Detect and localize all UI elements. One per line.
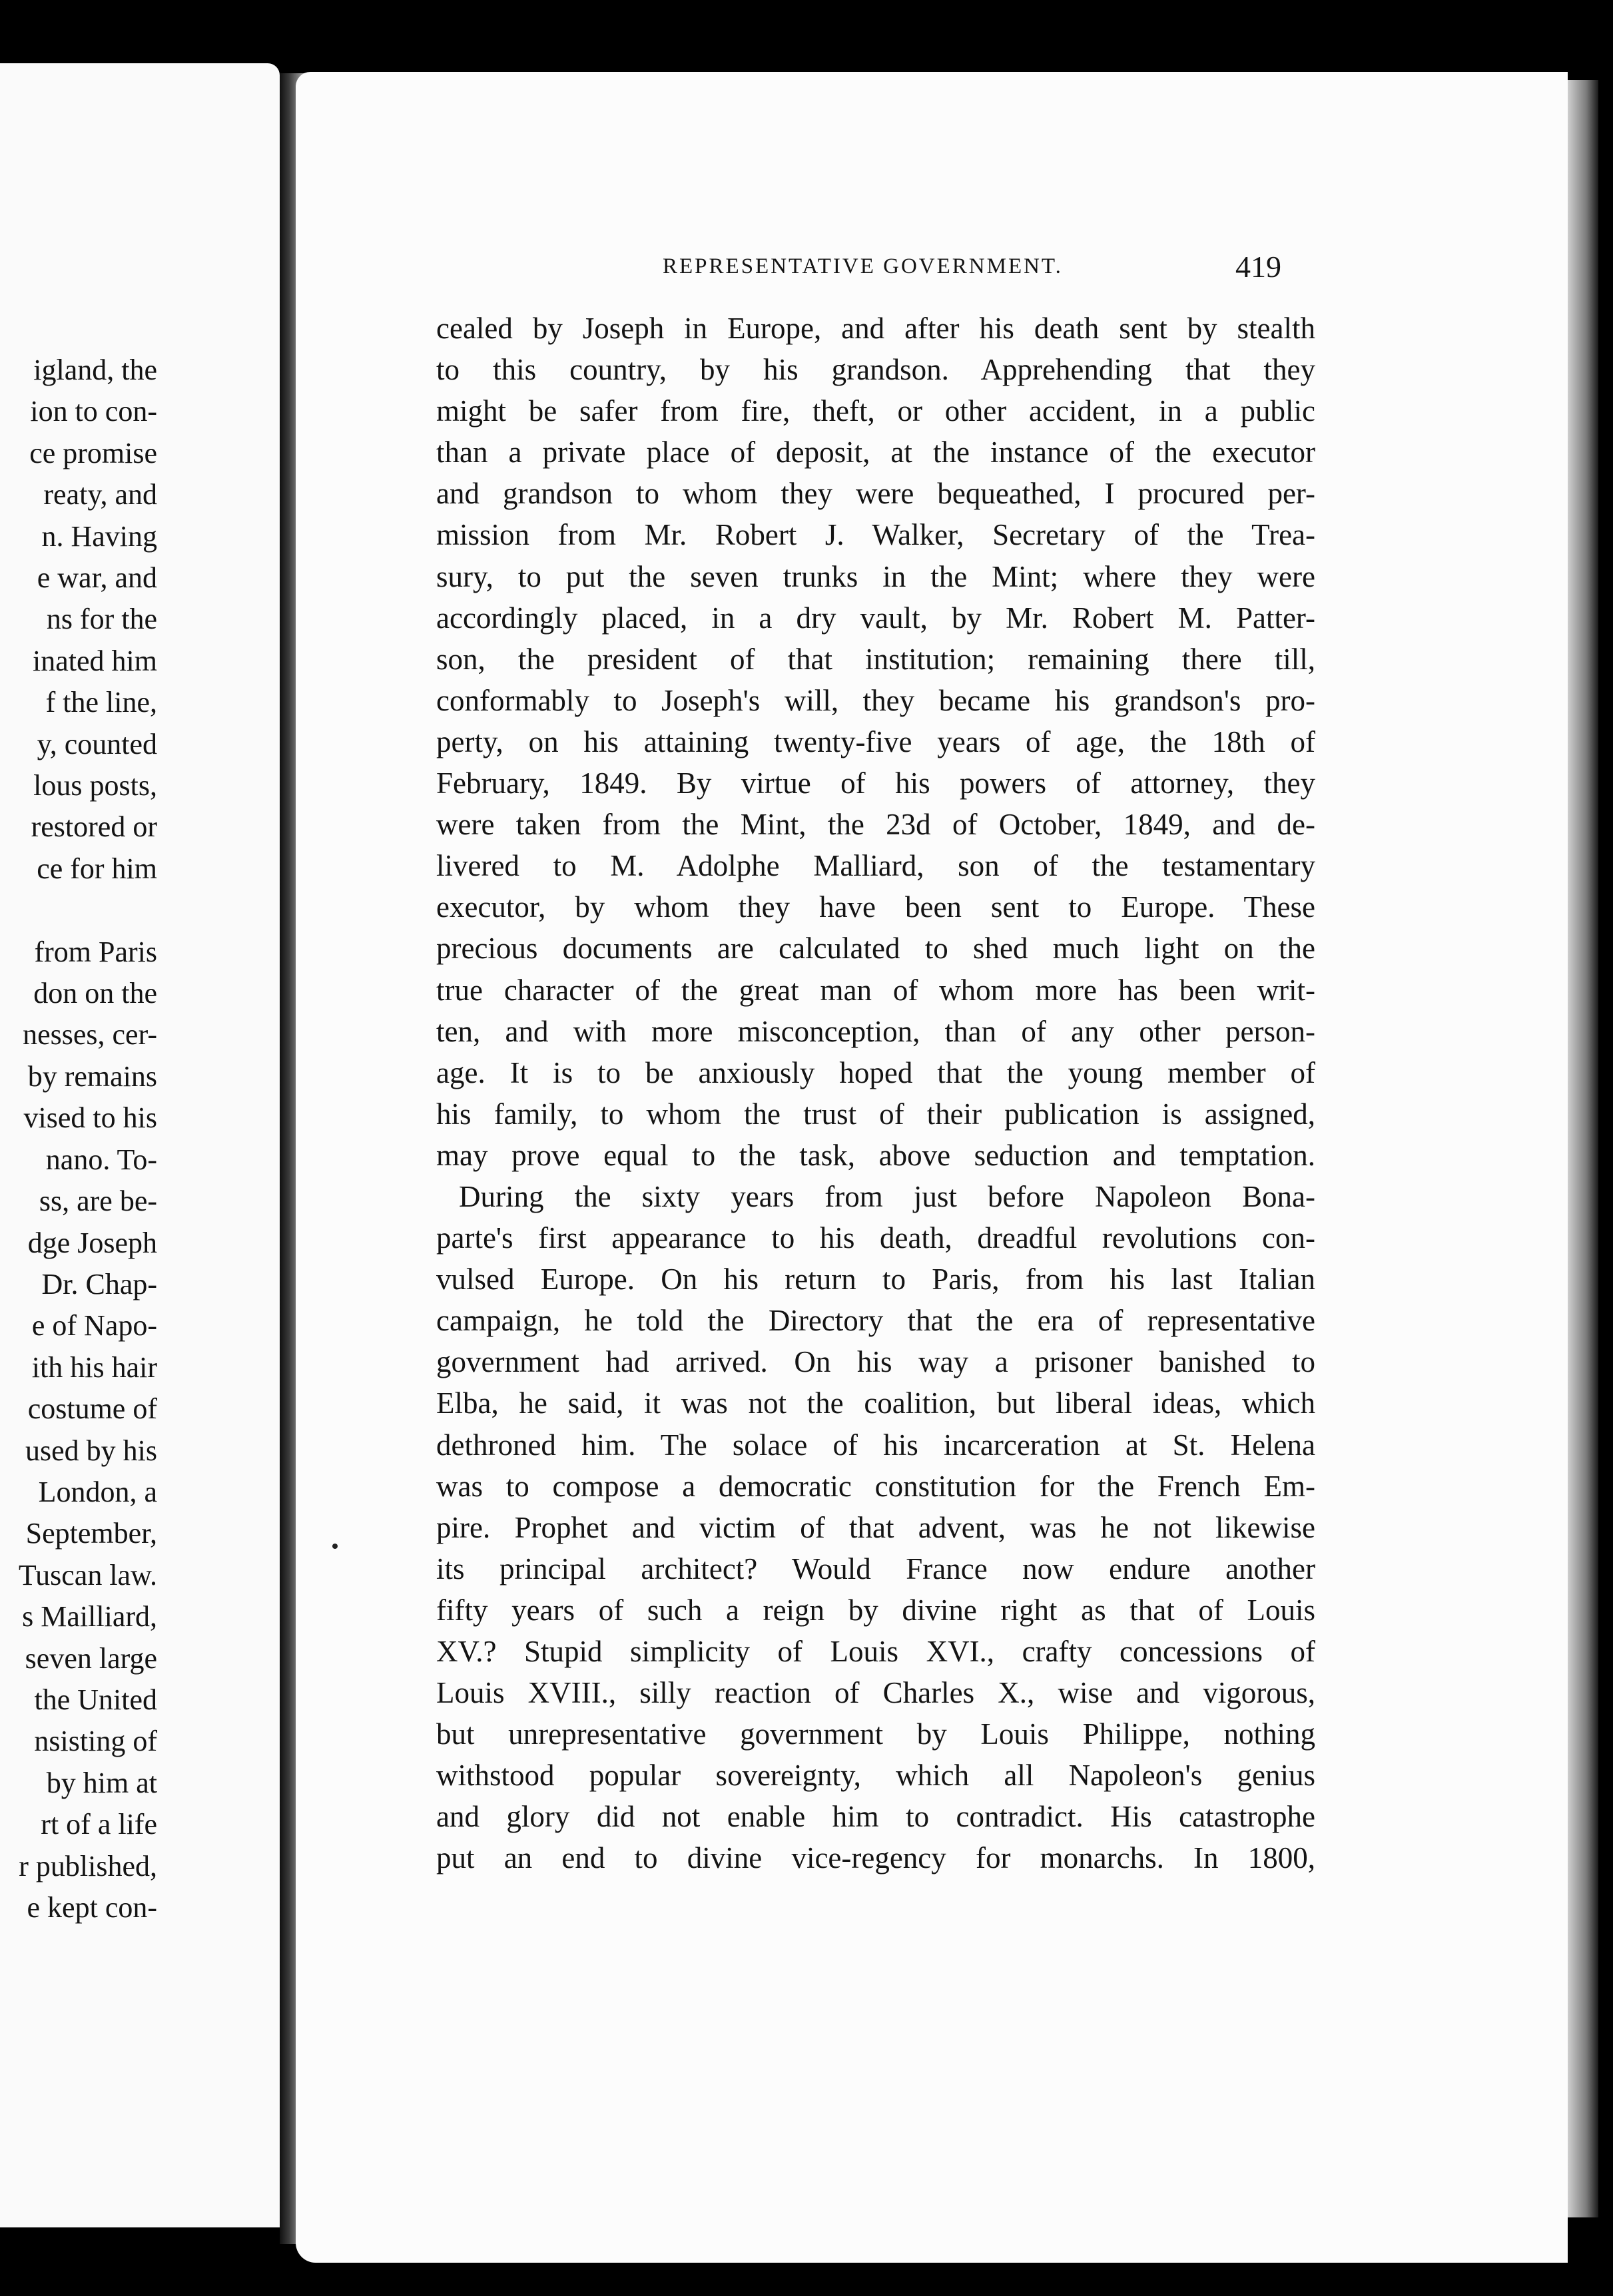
text-line: Elba, he said, it was not the coalition, but liberal ideas, which [436, 1386, 1315, 1420]
text-line: pire. Prophet and victim of that advent, was he not likewise [436, 1510, 1315, 1544]
text-line: Louis XVIII., silly reaction of Charles X., wise and vigorous, [436, 1676, 1315, 1710]
text-line: was to compose a democratic constitution for the French Em- [436, 1469, 1315, 1503]
text-line: parte's first appearance to his death, dreadful revolutions con- [436, 1221, 1315, 1255]
paragraph [436, 308, 1315, 1176]
text-line: ten, and with more misconception, than of any other person- [436, 1014, 1315, 1048]
left-text-line: ce for him [37, 852, 157, 885]
left-text-line: restored or [31, 810, 157, 844]
left-text-line: London, a [38, 1475, 157, 1508]
text-line: government had arrived. On his way a prisoner banished to [436, 1345, 1315, 1379]
text-line: vulsed Europe. On his return to Paris, from his last Italian [436, 1263, 1315, 1296]
text-line: true character of the great man of whom more has been writ- [436, 973, 1315, 1007]
text-line: put an end to divine vice-regency for monarchs. In 1800, [436, 1841, 1315, 1875]
left-text-line: don on the [33, 977, 157, 1010]
left-text-line: n. Having [41, 519, 157, 553]
left-text-line: nesses, cer- [23, 1018, 157, 1051]
left-text-line: the United [34, 1683, 157, 1716]
left-text-line: e of Napo- [31, 1309, 157, 1342]
text-line: might be safer from fire, theft, or other accident, in a public [436, 394, 1315, 428]
left-text-line: Dr. Chap- [41, 1267, 157, 1300]
text-line: executor, by whom they have been sent to Europe. These [436, 890, 1315, 924]
text-line: livered to M. Adolphe Malliard, son of the testamentary [436, 849, 1315, 883]
left-text-line: September, [25, 1517, 157, 1550]
text-line: February, 1849. By virtue of his powers of attorney, they [436, 766, 1315, 800]
left-text-line: inated him [33, 644, 157, 677]
left-text-line: lous posts, [33, 769, 157, 802]
left-text-line: e kept con- [27, 1891, 157, 1924]
left-text-line: used by his [25, 1434, 157, 1467]
page-number: 419 [1235, 250, 1281, 284]
text-line: his family, to whom the trust of their publication is assigned, [436, 1097, 1315, 1131]
text-line: sury, to put the seven trunks in the Mint; where they were [436, 559, 1315, 593]
text-line: son, the president of that institution; remaining there till, [436, 642, 1315, 676]
text-line: its principal architect? Would France now endure another [436, 1552, 1315, 1585]
left-text-line: rt of a life [41, 1808, 157, 1841]
left-text-line: f the line, [45, 686, 157, 719]
text-line: accordingly placed, in a dry vault, by Mr. Robert M. Patter- [436, 601, 1315, 635]
left-text-line: ss, are be- [39, 1185, 157, 1218]
text-line: than a private place of deposit, at the instance of the executor [436, 435, 1315, 469]
text-line: and glory did not enable him to contradict. His catastrophe [436, 1800, 1315, 1834]
left-text-line: seven large [25, 1641, 157, 1675]
page-edge [1568, 80, 1598, 2217]
blank-line [0, 890, 157, 931]
text-line: to this country, by his grandson. Apprehending that they [436, 353, 1315, 387]
left-text-line: reaty, and [43, 478, 157, 511]
text-line: mission from Mr. Robert J. Walker, Secretary of the Trea- [436, 518, 1315, 552]
left-page-text [0, 350, 157, 1928]
left-text-line: ce promise [29, 436, 157, 469]
left-text-line: igland, the [33, 354, 157, 386]
text-line: dethroned him. The solace of his incarceration at St. Helena [436, 1428, 1315, 1462]
left-text-line: dge Joseph [27, 1226, 157, 1259]
left-text-line: Tuscan law. [18, 1558, 157, 1591]
text-line: During the sixty years from just before Napoleon Bona- [459, 1179, 1315, 1213]
left-text-line: vised to his [23, 1101, 157, 1135]
text-line: cealed by Joseph in Europe, and after his death sent by stealth [436, 312, 1315, 345]
left-text-line: y, counted [37, 727, 157, 760]
text-line: precious documents are calculated to shed much light on the [436, 932, 1315, 966]
text-line: perty, on his attaining twenty-five years of age, the 18th of [436, 724, 1315, 758]
paragraph [436, 1176, 1315, 1879]
text-line: may prove equal to the task, above seduction and temptation. [436, 1138, 1315, 1172]
text-line: conformably to Joseph's will, they became his grandson's pro- [436, 683, 1315, 717]
left-text-line: s Mailliard, [22, 1600, 157, 1633]
text-line: were taken from the Mint, the 23d of October, 1849, and de- [436, 808, 1315, 842]
left-text-line: ith his hair [31, 1350, 157, 1384]
left-text-line: ns for the [46, 603, 157, 636]
text-line: age. It is to be anxiously hoped that the young member of [436, 1055, 1315, 1089]
print-speck [332, 1544, 338, 1549]
left-text-line: nsisting of [34, 1725, 157, 1758]
text-line: but unrepresentative government by Louis Philippe, nothing [436, 1717, 1315, 1751]
body-text [436, 308, 1315, 1879]
left-text-line: by remains [27, 1059, 157, 1093]
left-text-line: ion to con- [30, 395, 157, 428]
text-line: campaign, he told the Directory that the era of representative [436, 1304, 1315, 1338]
left-text-line: by him at [46, 1766, 157, 1799]
left-text-line: e war, and [37, 561, 157, 595]
text-line: fifty years of such a reign by divine right as that of Louis [436, 1593, 1315, 1627]
text-line: withstood popular sovereignty, which all Napoleon's genius [436, 1759, 1315, 1793]
text-line: XV.? Stupid simplicity of Louis XVI., crafty concessions of [436, 1635, 1315, 1668]
left-text-line: nano. To- [45, 1143, 157, 1176]
running-header: REPRESENTATIVE GOVERNMENT. [663, 254, 1063, 278]
left-text-line: costume of [27, 1392, 157, 1426]
left-text-line: from Paris [34, 935, 157, 968]
left-text-line: r published, [19, 1849, 157, 1882]
left-page [0, 63, 280, 2227]
text-line: and grandson to whom they were bequeathed, I procured per- [436, 477, 1315, 511]
